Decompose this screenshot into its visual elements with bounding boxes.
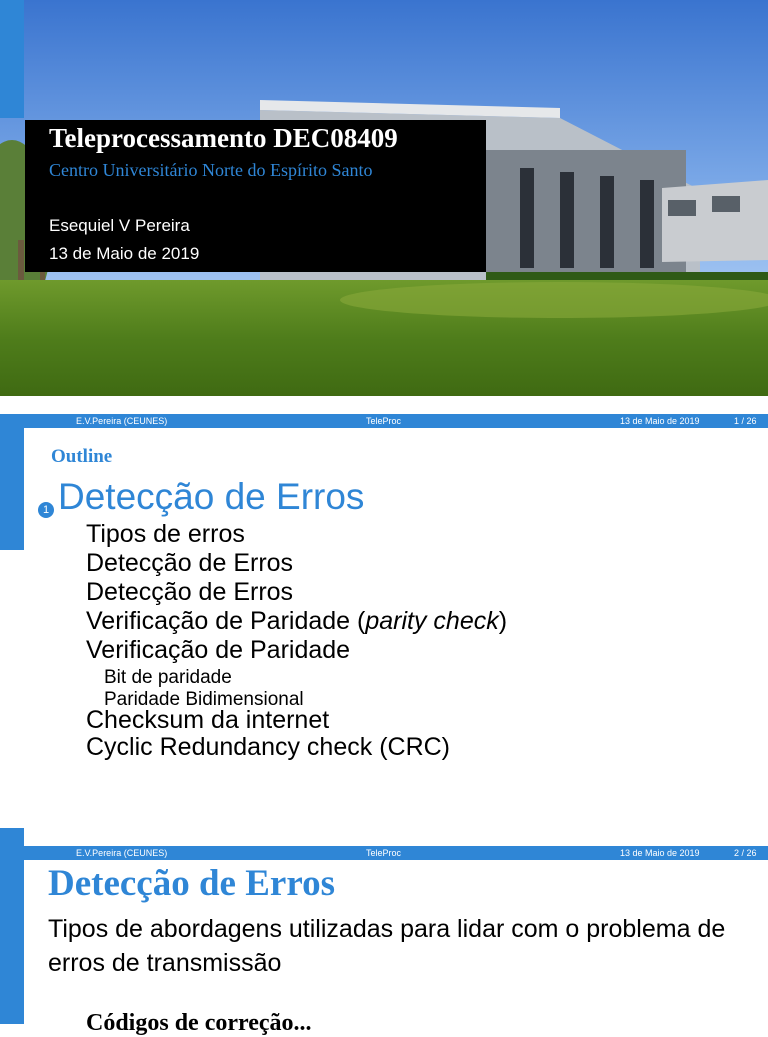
outline-item[interactable]: Tipos de erros — [86, 520, 245, 548]
section-number-badge: 1 — [38, 502, 54, 518]
outline-item[interactable]: Verificação de Paridade (parity check) — [86, 607, 508, 635]
cut-off-heading: Códigos de correção... — [86, 1010, 312, 1036]
footer-short-title: TeleProc — [366, 848, 402, 858]
footer-page-number: 2 / 26 — [734, 848, 757, 858]
slide-footer — [0, 414, 768, 428]
footer-short-title: TeleProc — [366, 416, 402, 426]
title-slide — [0, 0, 768, 396]
outline-section[interactable]: Detecção de Erros — [58, 476, 365, 517]
outline-item[interactable]: Detecção de Erros — [86, 578, 294, 606]
institution-name: Centro Universitário Norte do Espírito Santo — [49, 160, 373, 180]
outline-item[interactable]: Detecção de Erros — [86, 549, 294, 577]
title-box — [25, 120, 486, 272]
presentation-date: 13 de Maio de 2019 — [49, 244, 200, 263]
footer-date: 13 de Maio de 2019 — [620, 848, 700, 858]
outline-heading: Outline — [51, 446, 113, 467]
outline-subitem[interactable]: Paridade Bidimensional — [104, 689, 304, 710]
footer-author: E.V.Pereira (CEUNES) — [76, 848, 168, 858]
slide-footer — [0, 846, 768, 860]
outline-item[interactable]: Checksum da internet — [86, 706, 330, 734]
slide-body-text: Tipos de abordagens utilizadas para lidar com o problema de erros de transmissão — [48, 915, 726, 977]
accent-bar — [0, 0, 24, 118]
slide-title: Detecção de Erros — [48, 863, 335, 904]
presentation-title: Teleprocessamento DEC08409 — [49, 123, 398, 153]
outline-item[interactable]: Verificação de Paridade — [86, 636, 351, 664]
footer-author: E.V.Pereira (CEUNES) — [76, 416, 168, 426]
accent-bar — [0, 828, 24, 1024]
author-name: Esequiel V Pereira — [49, 216, 190, 235]
footer-date: 13 de Maio de 2019 — [620, 416, 700, 426]
footer-page-number: 1 / 26 — [734, 416, 757, 426]
outline-item[interactable]: Cyclic Redundancy check (CRC) — [86, 733, 451, 761]
parity-check-term: parity check — [365, 607, 499, 635]
outline-subitem[interactable]: Bit de paridade — [104, 667, 232, 688]
accent-bar — [0, 414, 24, 550]
